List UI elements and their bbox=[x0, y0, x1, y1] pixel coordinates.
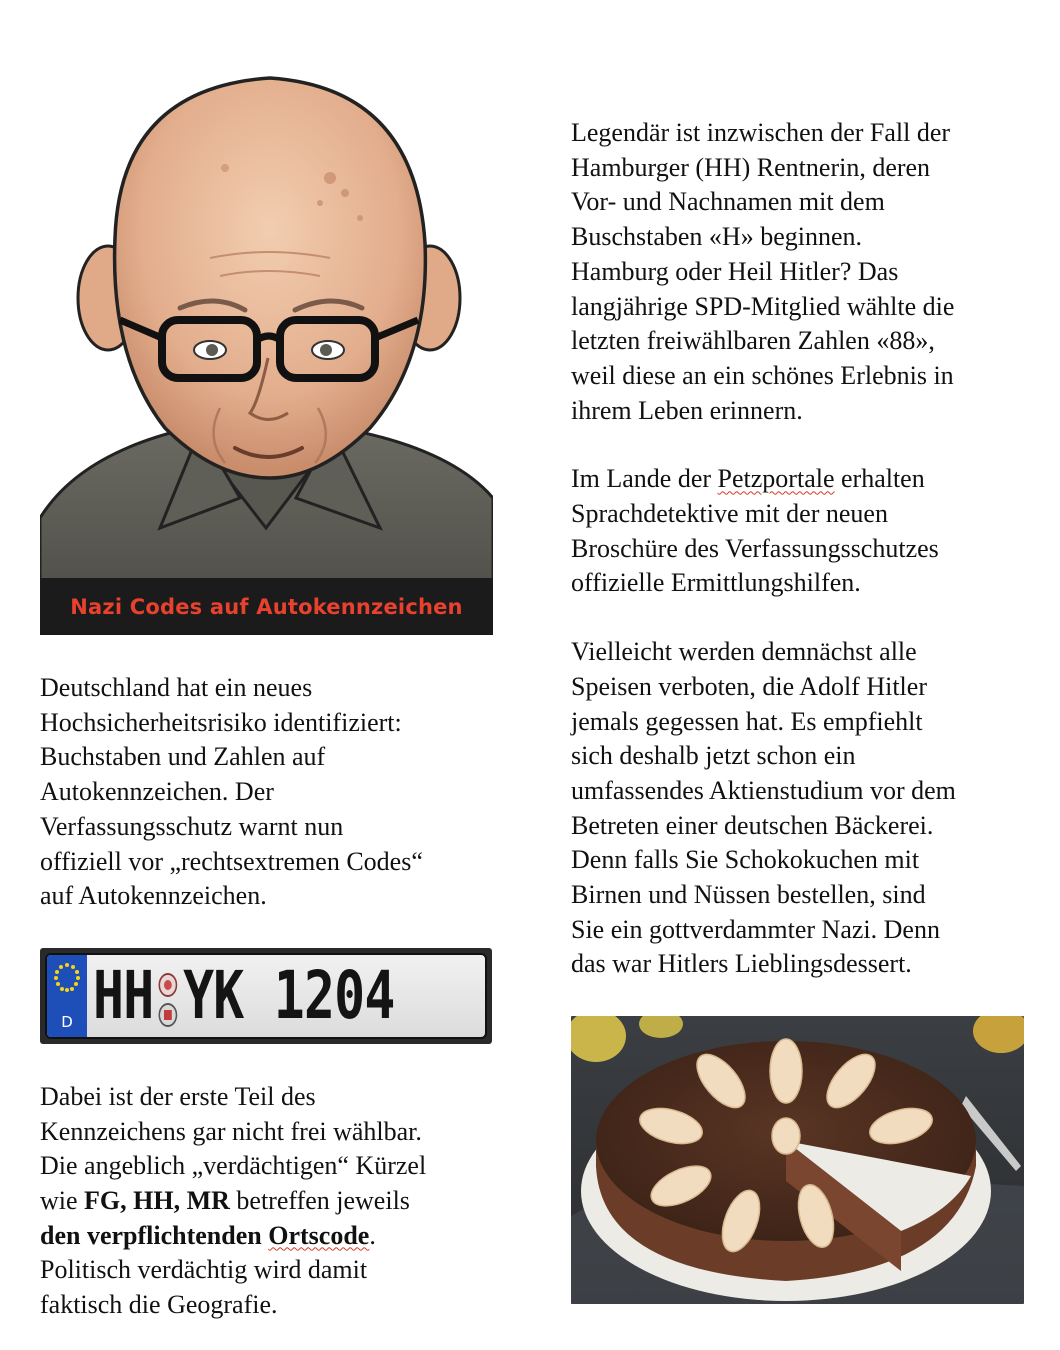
right-paragraph-3: Vielleicht werden demnächst alle Speisen verboten, die Adolf Hitler jemals gegessen hat. Es empfiehlt sich deshalb jetzt schon ein umfassendes Aktienstudium vor dem Betreten einer deutschen Bäckerei. Denn falls Sie Schokokuchen mit Birnen und Nüssen bestellen, sind Sie ein gottverdammter Nazi. Denn das war Hitlers Lieblingsdessert. bbox=[571, 637, 956, 979]
plate-letters: YK bbox=[183, 957, 244, 1035]
plate-seals bbox=[158, 972, 178, 1028]
plate-country-code: D bbox=[61, 1012, 73, 1031]
eu-band bbox=[47, 955, 87, 1037]
left-paragraph-2 bbox=[40, 1080, 500, 1323]
left-paragraph-2-text-b: betreffen jeweils bbox=[236, 1186, 410, 1216]
left-paragraph-2-text-c: . Politisch verdächtig wird damit faktisch die Geografie. bbox=[40, 1220, 376, 1320]
portrait-caption-bar bbox=[40, 578, 493, 635]
cake-photo bbox=[571, 1016, 1024, 1304]
bald-man-illustration bbox=[40, 58, 493, 635]
right-paragraph-2-text-b: erhalten Sprachdetektive mit der neuen Broschüre des Verfassungsschutzes offizielle Ermittlungshilfen. bbox=[571, 464, 939, 598]
plate-characters bbox=[93, 957, 395, 1034]
right-paragraph-1: Legendär ist inzwischen der Fall der Hamburger (HH) Rentnerin, deren Vor- und Nachnamen mit dem Buschstaben «H» beginnen. Hamburg oder Heil Hitler? Das langjährige SPD-Mitglied wählte die letzten freiwählbaren Zahlen «88», weil diese an ein schönes Erlebnis in ihrem Leben erinnern. bbox=[571, 118, 955, 425]
left-paragraph-2-spellcheck-word: Ortscode bbox=[268, 1220, 370, 1250]
right-paragraph-2-spellcheck-word: Petzportale bbox=[717, 464, 835, 494]
portrait-caption: Nazi Codes auf Autokennzeichen bbox=[70, 594, 463, 619]
left-paragraph-2-bold-codes: FG, HH, MR bbox=[84, 1186, 230, 1216]
portrait-illustration bbox=[40, 58, 493, 635]
left-paragraph-2-bold-phrase: den verpflichtenden bbox=[40, 1220, 269, 1250]
right-column bbox=[571, 116, 1031, 1304]
license-plate bbox=[40, 948, 492, 1044]
registration-seal-icon bbox=[158, 972, 178, 998]
plate-number: 1204 bbox=[273, 957, 395, 1035]
license-plate-face bbox=[45, 953, 487, 1039]
right-paragraph-2 bbox=[571, 462, 1031, 601]
plate-city-code: HH bbox=[93, 957, 154, 1035]
right-paragraph-2-text-a: Im Lande der bbox=[571, 464, 718, 494]
left-column bbox=[40, 58, 500, 1323]
city-coat-of-arms-icon bbox=[158, 1002, 178, 1028]
pear-chocolate-cake-illustration bbox=[571, 1016, 1024, 1304]
eu-stars-icon bbox=[47, 955, 87, 1005]
left-paragraph-1: Deutschland hat ein neues Hochsicherheitsrisiko identifiziert: Buchstaben und Zahlen auf Autokennzeichen. Der Verfassungsschutz warnt nun offiziell vor „rechtsextremen Codes“ auf Autokennzeichen. bbox=[40, 673, 423, 911]
left-paragraph-2-text-a: Dabei ist der erste Teil des Kennzeichens gar nicht frei wählbar. Die angeblich „verdächtigen“ Kürzel wie bbox=[40, 1081, 427, 1216]
